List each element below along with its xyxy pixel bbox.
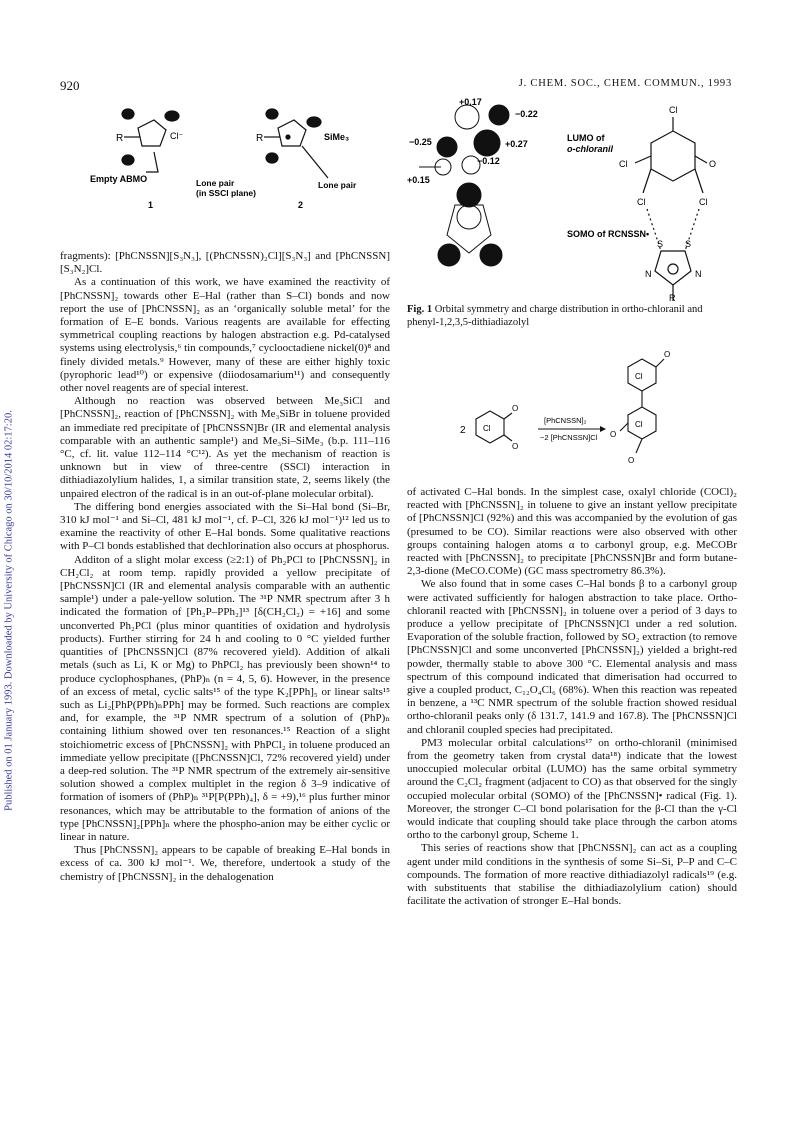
download-notice [4, 250, 18, 970]
reagent-label: [PhCNSSN]₂ [544, 416, 587, 425]
lone-pair-sub-label: (in SSCl plane) [196, 188, 256, 198]
lone-pair-label-2: Lone pair [318, 180, 357, 190]
chloranil-o: O [709, 159, 717, 169]
r-label-1: R [116, 133, 124, 144]
reactant-chloranil [476, 411, 512, 443]
n-label-2: N [695, 269, 702, 279]
lone-pair-label-1: Lone pair [196, 178, 235, 188]
r-label-2: R [256, 133, 264, 144]
chloranil-cl-left: Cl [619, 159, 628, 169]
lumo-label-2: o-chloranil [567, 144, 614, 154]
lumo-label: LUMO of [567, 133, 605, 143]
page-number: 920 [60, 78, 80, 93]
product-o-2: O [610, 430, 617, 439]
sime3-label: SiMe₃ [324, 132, 350, 142]
chloranil-structure [635, 117, 707, 193]
paragraph: Thus [PhCNSSN]₂ appears to be capable of breaking E–Hal bonds in excess of ca. 300 kJ mol⁻¹. We, therefore, undertook a study of the chemistry of [PhCNSSN]₂ in the dehalogenation [60, 844, 390, 883]
figure-1 [407, 95, 737, 305]
paragraph: The differing bond energies associated with the Si–Hal bond (Si–Br, 310 kJ mol⁻¹ and Si–Cl, 481 kJ mol⁻¹, cf. P–Cl, 326 kJ mol⁻¹)¹² led us to examine the reactivity of other E–Hal bonds. Some qualitative reactions with P–Cl bonds established that dechlorination also occurs at phosphorus. [60, 500, 390, 553]
paragraph: Although no reaction was observed between Me₃SiCl and [PhCNSSN]₂, reaction of [PhCNSSN]₂ with Me₃SiBr in toluene provided an immediate red precipitate of [PhCNSSN]Br (IR and elemental analysis comparable with an authentic sample¹) and Me₃Si–SiMe₃ (b.p. 111–116 °C, cf. lit. value 112–114 °C¹²). As yet the mechanism of reaction is unknown but in view of three-centre (SSCl) interaction in dithiadiazolylium halides, 1, a similar transition state, 2, seems likely (the unpaired electron of the radical is in an out-of-plane molecular orbital). [60, 395, 390, 500]
charge-v2: −0.22 [515, 109, 538, 119]
figure-1-caption [407, 304, 737, 329]
product-cl-2: Cl [635, 420, 643, 429]
s-label-1: S [657, 239, 664, 249]
caption-bold: Fig. 1 [407, 304, 433, 315]
structure-2 [264, 109, 328, 178]
paragraph: fragments): [PhCNSSN][S₃N₃], [(PhCNSSN)₂Cl][S₃N₃] and [PhCNSSN][S₃N₂]Cl. [60, 250, 390, 276]
charge-v6: +0.15 [407, 175, 430, 185]
paragraph: We also found that in some cases C–Hal bonds β to a carbonyl group were activated sufficiently for halogen abstraction to take place. Ortho-chloranil reacted with [PhCNSSN]₂ in toluene over a period of 3 days to produce a yellow precipitate of [PhCNSSN]Cl under a red solution. Evaporation of the soluble fraction, followed by SO₂ extraction (to remove [PhCNSSN]Cl and some unconverted [PhCNSSN]₂) yielded a bright-red powder, thermally stable to above 300 °C. Elemental analysis and mass spectrum of this compound indicated that dimerisation had occurred to give a coupled product, C₁₂O₄Cl₆ (68%). When this reaction was repeated in benzene, a ¹³C NMR spectrum of the soluble fraction showed residual ortho-chloranil peaks only (δ 131.7, 141.9 and 167.8). The [PhCNSSN]Cl and chloranil coupled species had precipitated. [407, 578, 737, 736]
somo-label: SOMO of RCNSSN• [567, 229, 650, 239]
reactant-o-2: O [512, 442, 519, 451]
reactant-o-1: O [512, 404, 519, 413]
charge-v1: +0.17 [459, 97, 482, 107]
scheme-coef: 2 [460, 425, 466, 436]
lumo-orbital-diagram [419, 105, 509, 266]
compound-number-1: 1 [148, 200, 154, 210]
left-column [60, 250, 390, 884]
empty-abmo-label: Empty ABMO [90, 174, 148, 184]
reactant-cl: Cl [483, 424, 491, 433]
paragraph: of activated C–Hal bonds. In the simplest case, oxalyl chloride (COCl)₂ reacted with [PhCNSSN]₂ in toluene to give an instant yellow precipitate of [PhCNSSN]Cl (92%) and this was accompanied by the evolution of gas (presumed to be CO). Similar reactions were also observed with other groups containing halogen atoms α to carbonyl group, e.g. MeCOBr reacted with [PhCNSSN]₂ to precipitate [PhCNSSN]Br and form butane-2,3-dione (MeCO.COMe) (GC mass spectrometry 86.3%). [407, 486, 737, 578]
byproduct-label: −2 [PhCNSSN]Cl [540, 433, 598, 442]
r-label-fig: R [669, 293, 676, 303]
arrow-head [600, 426, 606, 432]
structures-1-2 [88, 100, 388, 210]
dithiadiazolyl-structure [647, 209, 699, 301]
s-label-2: S [685, 239, 692, 249]
caption-text: Orbital symmetry and charge distribution in ortho-chloranil and phenyl-1,2,3,5-dithiadiazolyl [407, 304, 703, 328]
charge-v5: −0.12 [477, 156, 500, 166]
chloranil-cl-top: Cl [669, 105, 678, 115]
product-o-1: O [664, 350, 671, 359]
charge-v4: +0.27 [505, 139, 528, 149]
scheme-1 [460, 345, 700, 475]
product-o-3: O [628, 456, 635, 465]
chloranil-cl-bl: Cl [637, 197, 646, 207]
paragraph: This series of reactions show that [PhCNSSN]₂ can act as a coupling agent under mild conditions in the synthesis of some Si–Si, P–P and C–C compounds. The formation of more reactive dithiadiazolyl radicals¹⁹ (e.g. with substituents that stabilise the dithiadiazolylium cation) should facilitate the activation of stronger E–Hal bonds. [407, 842, 737, 908]
paragraph: Additon of a slight molar excess (≥2:1) of Ph₂PCl to [PhCNSSN]₂ in CH₂Cl₂ at room temp. rapidly provided a yellow precipitate of [PhCNSSN]Cl (IR and elemental analysis comparable with an authentic sample¹) under a pale-yellow solution. The ³¹P NMR spectrum after 3 h indicated the formation of [Ph₂P–PPh₂]¹³ [δ(CH₂Cl₂) = +16] and some unconverted Ph₂PCl (plus minor quantities of oxidation and hydrolysis products). Further stirring for 24 h and cooling to 0 °C yielded further quantities of [PhCNSSN]Cl (87% recovered yield). Addition of alkali metals (such as Li, K or Mg) to PhPCl₂ has previously been shown¹⁴ to produce cyclophosphanes, (PhP)ₙ (n = 4, 5, 6). However, in the presence of an excess of metal, cyclic salts¹⁵ of the type K₂[PPh]₅ or linear salts¹⁵ such as Li₂[PhP(PPh)ₙPPh] may be formed. Such reactions are complex and, for example, the ³¹P NMR spectrum of a solution of (PhP)ₙ containing lithium showed over ten resonances.¹⁵ Reaction of a slight stoichiometric excess of [PhCNSSN]₂ with PhPCl₂ in toluene produced an immediate yellow precipitate ([PhCNSSN]Cl, 72% recovered yield) under a deep-red solution. The ³¹P NMR spectrum of the extremely air-sensitive solution showed a complex multiplet in the region δ 3–9 indicative of formation of isomers of (PhP)ₙ ³¹P[P(PPh)₄], δ = +9),¹⁶ plus further minor resonances, which may be attributable to the formation of anions of the type [PhCNSSN]₂[PPh]ₙ where the phospho-anion may be either cyclic or linear in nature. [60, 553, 390, 843]
download-notice-text: Published on 01 January 1993. Downloaded by University of Chicago on 30/10/2014 02:17:20. [3, 410, 15, 811]
journal-header: J. CHEM. SOC., CHEM. COMMUN., 1993 [518, 78, 732, 89]
charge-v3: −0.25 [409, 137, 432, 147]
n-label-1: N [645, 269, 652, 279]
product-cl-1: Cl [635, 372, 643, 381]
compound-number-2: 2 [298, 200, 304, 210]
chloride-label: Cl⁻ [170, 131, 184, 141]
paragraph: As a continuation of this work, we have examined the reactivity of [PhCNSSN]₂ towards other E–Hal (rather than S–Cl) bonds and now report the use of [PhCNSSN]₂ as an ‘organically soluble metal’ for the formation of E–E bonds. Various reagents are available for effecting symmetrical coupling reactions by halogen abstraction e.g. Pd-catalysed systems using electrolysis,⁶ tin compounds,⁷ cyclooctadiene nickel(0)⁸ and finely divided metals.⁹ However, many of these are either highly toxic (pyrophoric lead¹⁰) or expensive (diiodosamarium¹¹) and consequently other novel reagents are of special interest. [60, 276, 390, 395]
right-column [407, 486, 737, 909]
paragraph: PM3 molecular orbital calculations¹⁷ on ortho-chloranil (minimised from the geometry taken from crystal data¹⁸) indicate that the lowest unoccupied molecular orbital (LUMO) has the same orbital symmetry around the C₂Cl₂ fragment (adjacent to CO) as that observed for the singly occupied molecular orbital (SOMO) of the [PhCNSSN]• radical (Fig. 1). Moreover, the stronger C–Cl bond polarisation for the β-Cl than the γ-Cl would indicate that coupling should take place through the carbon atoms ortho to the carbonyl group, Scheme 1. [407, 736, 737, 842]
chloranil-cl-br: Cl [699, 197, 708, 207]
